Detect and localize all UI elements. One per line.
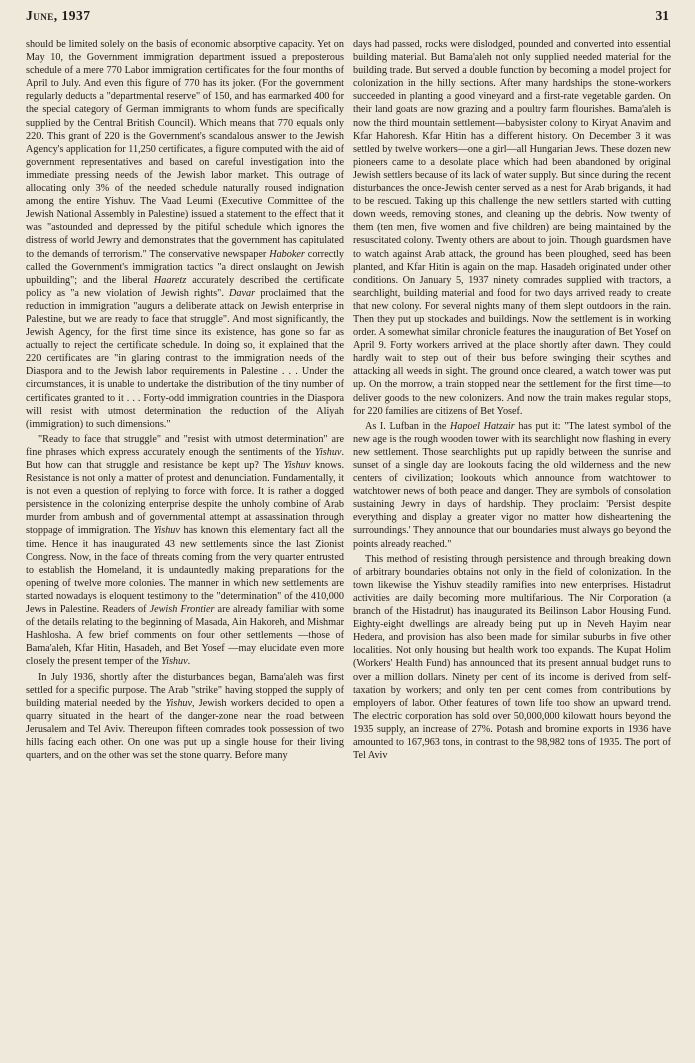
paragraph — [26, 38, 344, 431]
left-column — [26, 38, 344, 1056]
paragraph — [353, 553, 671, 763]
italic-text: Haboker — [269, 248, 305, 260]
italic-text: Yishuv — [161, 656, 188, 668]
text-run: has known this elementary fact all the time. Hence it has inaugurated 43 new settlements since the last Zionist Congress. Now, in the face of threats coming from the very quarter entrusted to establish the Homeland, it is undauntedly making preparations for the opening of twelve more colonies. The manner in which new settlements are started nowadays is eloquent testimony to the "determination" of the 410,000 Jews in Palestine. Readers of — [26, 525, 344, 616]
running-head: June, 1937 — [26, 8, 91, 23]
text-run: In July 1936, shortly after the disturbances began, Bama'aleh was first settled for a specific purpose. The Arab "strike" having stopped the supply of building material needed by the — [26, 671, 344, 709]
text-run: knows. Resistance is not only a matter of protest and denunciation. Fundamentally, it is not even a question of replying to force with force. It is rather a dogged persistence in the colonizing enterprise despite the unholy combine of Arab murder from ambush and of governmental attempt at assassination through stoppage of immigration. The — [26, 460, 344, 537]
text-run: should be limited solely on the basis of economic absorptive capacity. Yet on May 10, the Government immigration department issued a preposterous schedule of a mere 770 Labor immigration certificates for the four months of April to July. And even this figure of 770 has its joker. (For the government regularly deducts a "departmental reserve" of 150, and has earmarked 400 for the special category of German immigrants to whom funds are specifically supplied by the Central British Council). Which means that 770 equals only 220. This grant of 220 is the Government's scandalous answer to the Jewish Agency's application for 11,250 certificates, a figure computed with the aid of government representatives and based on careful investigation into the immediate pressing needs of the Jewish labor market. This outrage of allocating only 3% of the needed schedule naturally roused indignation among the entire Yishuv. The Vaad Leumi (Executive Committee of the Jewish National Assembly in Palestine) issued a statement to the effect that it was "astounded and depressed by the pitiful schedule which ignores the distress of world Jewry and demonstrates that the government has capitulated to the demands of terrorism." The conservative newspaper — [26, 39, 344, 260]
text-run: days had passed, rocks were dislodged, pounded and converted into essential building material. But Bama'aleh not only supplied needed material for the building trade. But served a double function by becoming a model project for colonization in the hilly sections. After many hardships the stone-workers succeeded in planting a good vineyard and a first-rate vegetable garden. On their land goats are now grazing and a poultry farm flourishes. Bama'aleh is now the third mountain settlement—babysister colony to Kiryat Anavim and Kfar Hahoresh. Kfar Hitin has a different history. On December 3 it was settled by twelve workers—one a girl—all Hungarian Jews. These dozen new pioneers came to a desolate place which had been abandoned by original Jewish settlers because of its lack of water supply. But since during the recent disturbances the once-Jewish center served as a nest for Arab brigands, it had to be rescued. Taking up this challenge the new settlers started with cutting down weeds, removing stones, and cleaning up the debris. Now twenty of them (ten men, five women and five children) are being maintained by the resuscitated colony. Twenty others are about to join. Though guardsmen have to watch against Arab attack, the ground has been ploughed, seed has been planted, and Kfar Hitin is again on the map. Hasadeh originated under other conditions. On January 5, 1937 ninety comrades supplied with tractors, a searchlight, building material and food for two days arrived ready to create that new colony. For several nights many of them slept outdoors in the rain. Then they put up stockades and buildings. Now the settlement is in working order. A somewhat similar chronicle features the inauguration of Bet Yosef on April 9. Forty workers arrived at the place shortly after dawn. They could hardly wait to step out of their bus before swinging their scythes and attacking all weeds in sight. The ground once cleared, a watch tower was put up. On the morrow, a train stopped near the settlement for the first time—to deliver goods to the new colonizers. And now the train makes regular stops, for 220 families are citizens of Bet Yosef. — [353, 39, 671, 417]
italic-text: Haaretz — [153, 274, 187, 286]
text-run: This method of resisting through persistence and through breaking down of arbitrary boundaries obtains not only in the field of colonization. In the town likewise the Yishuv steadily ramifies into new enterprises. Histadrut activities are daily becoming more multifarious. The Nir Corporation (a branch of the Histadrut) has inaugurated its Beilinson Labor Housing Fund. Eighty-eight dwellings are already being put up in Neveh Hayim near Hedera, and provision has also been made for similar suburbs in five other localities. Not only housing but health work too expands. The Kupat Holim (Workers' Health Fund) has announced that its present annual budget runs to over a million dollars. Ninety per cent of its income is derived from self-taxation by workers; and only ten per cent comes from contributions by employers of labor. Other features of town life too show an upward trend. The electric corporation has sold over 50,000,000 kilowatt hours beyond the 1935 supply, an increase of 27%. Potash and bromine exports in 1936 have amounted to 167,963 tons, in contrast to the 98,982 tons of 1935. The port of Tel Aviv — [353, 553, 671, 762]
italic-text: Yishuv — [315, 446, 342, 458]
text-run: proclaimed that the reduction in immigration "augurs a deliberate attack on Jewish enterprise in Palestine, but we are ready to face that struggle". And most significantly, the Jewish Agency, for the first time since its existence, has gone so far as actually to reject the certificate schedule. In doing so, it explained that the 220 certificates are "in glaring contrast to the immigration needs of the Diaspora and to the Jewish labor requirements in Palestine . . . Under the circumstances, it is unable to undertake the distribution of the tiny number of certificates granted to it . . . Forty-odd immigration countries in the Diaspora will resist with utmost determination the reduction of the Aliyah (immigration) to such dimensions." — [26, 287, 344, 430]
paragraph — [26, 433, 344, 669]
text-run: accurately described the certificate policy as "a new violation of Jewish rights". — [26, 274, 344, 299]
paragraph — [26, 671, 344, 763]
italic-text: Yishuv — [153, 525, 180, 537]
page-header — [26, 8, 669, 28]
italic-text: Yishuv — [165, 697, 193, 709]
italic-text: Hapoel Hatzair — [450, 420, 515, 432]
text-run: As I. Lufban in the — [365, 420, 451, 432]
italic-text: Yishuv — [283, 460, 311, 471]
italic-text: Davar — [229, 287, 256, 299]
text-run: . But how can that struggle and resistance be kept up? The — [26, 446, 344, 471]
text-run: has put it: "The latest symbol of the new age is the rough wooden tower with its searchlight now flashing in every new settlement. Those searchlights put up rapidly between the sunrise and sunset of a single day are lookouts facing the old wilderness and the new centers of civilization; lookouts which announce from watchtower to watchtower news of both peace and danger. They are symbols of consolation sustaining Jewry in days of hardship. They proclaim: 'Persist despite everything and display a greater vigor no matter how disheartening the surroundings.' They announce that our boundaries must always go beyond the points already reached." — [353, 420, 671, 550]
text-run: are already familiar with some of the details relating to the beginning of Masada, Ain Hakoreh, and Mishmar Hashlosha. A few brief comments on four other settlements —those of Bama'aleh, Kfar Hitin, Hasadeh, and Bet Yosef —may elucidate even more closely the present temper of the — [26, 604, 344, 668]
right-column — [353, 38, 671, 1056]
text-run: correctly called the Government's immigration tactics "a direct onslaught on Jewish upbuilding"; and the liberal — [26, 248, 344, 286]
text-run: . — [187, 656, 191, 668]
text-run: "Ready to face that struggle" and "resist with utmost determination" are fine phrases which express accurately enough the sentiments of the — [26, 433, 344, 458]
text-run: , Jewish workers decided to open a quarry situated in the heart of the danger-zone near the road between Jerusalem and Tel Aviv. Thereupon fifteen comrades took possession of two hills facing each other. On one was put up a single house for their living quarters, and on the other was set the stone quarry. Before many — [26, 697, 344, 762]
page-number: 31 — [655, 8, 669, 23]
paragraph — [353, 38, 671, 418]
paragraph — [353, 420, 671, 551]
italic-text: Jewish Frontier — [149, 604, 215, 616]
